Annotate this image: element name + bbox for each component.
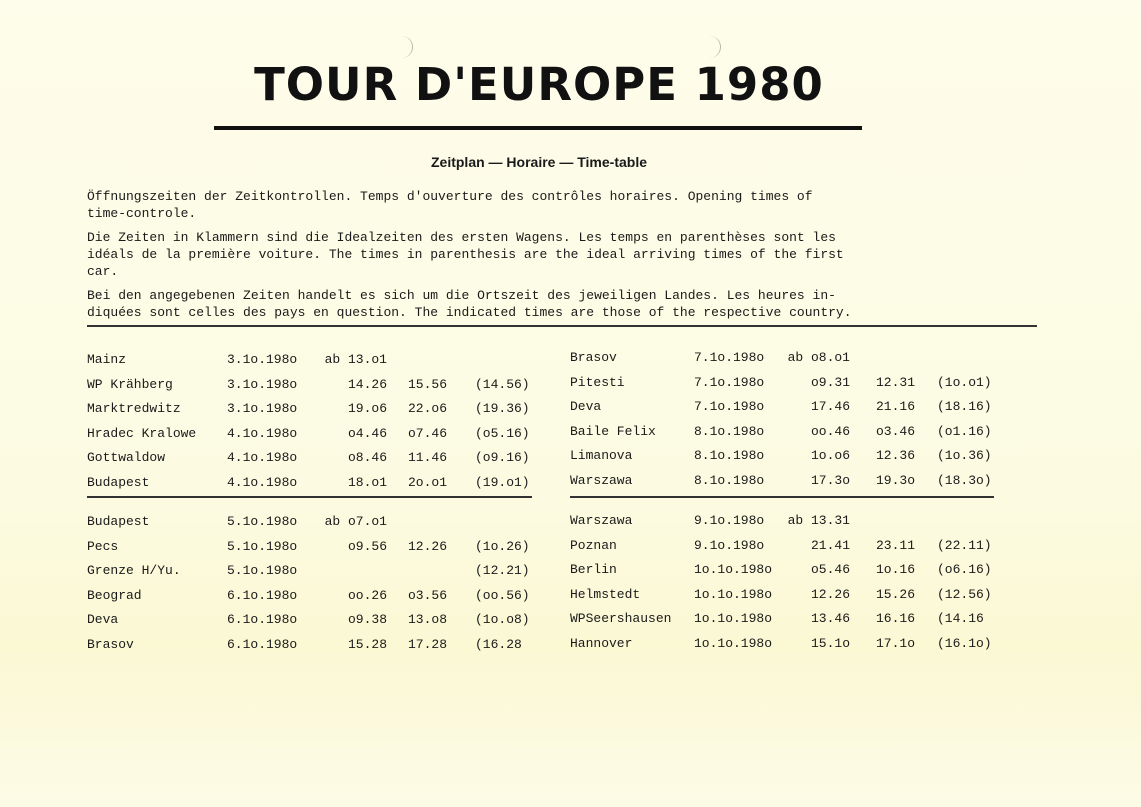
- cell-t1: 15.28: [347, 636, 387, 652]
- cell-date: 6.1o.198o: [227, 587, 298, 603]
- cell-t2: 17.1o: [876, 635, 916, 651]
- schedule-divider-right: [570, 496, 994, 498]
- intro-paragraph: Öffnungszeiten der Zeitkontrollen. Temps d'ouverture des contrôles horaires. Opening times of time-controle.: [87, 189, 813, 221]
- cell-date: 4.1o.198o: [227, 474, 298, 490]
- cell-date: 8.1o.198o: [694, 472, 765, 488]
- cell-place: Marktredwitz: [87, 401, 181, 416]
- cell-t1: 15.1o: [810, 635, 850, 651]
- cell-ideal: (18.3o): [937, 472, 992, 488]
- cell-date: 6.1o.198o: [227, 612, 298, 627]
- cell-ideal: (14.16: [937, 611, 984, 626]
- cell-t1: o4.46: [347, 425, 387, 441]
- cell-date: 4.1o.198o: [227, 425, 298, 441]
- cell-ideal: (18.16): [937, 399, 992, 414]
- cell-ideal: (12.21): [475, 563, 530, 578]
- cell-t2: 15.26: [876, 586, 916, 602]
- cell-t1: o9.31: [810, 374, 850, 390]
- cell-t2: 11.46: [408, 450, 448, 465]
- cell-t1: o8.46: [347, 450, 387, 465]
- cell-t1: 13.46: [810, 611, 850, 626]
- cell-place: Poznan: [570, 537, 617, 553]
- cell-date: 5.1o.198o: [227, 563, 298, 578]
- intro-paragraph: Die Zeiten in Klammern sind die Idealzeiten des ersten Wagens. Les temps en parenthèses sont les idéals de la première voiture. The times in parenthesis are the ideal arriving times of the first car.: [87, 230, 844, 279]
- cell-date: 8.1o.198o: [694, 448, 765, 463]
- cell-t1: o5.46: [810, 562, 850, 577]
- cell-date: 1o.1o.198o: [694, 635, 773, 651]
- cell-t1: 17.3o: [810, 472, 850, 488]
- document-title: TOUR D'EUROPE 1980: [254, 58, 824, 111]
- cell-date: 1o.1o.198o: [694, 611, 773, 626]
- cell-place: WPSeershausen: [570, 611, 672, 626]
- cell-ideal: (1o.o8): [475, 612, 530, 627]
- cell-date: 9.1o.198o: [694, 513, 765, 528]
- cell-t2: 1o.16: [876, 562, 916, 577]
- punch-hole-right: [704, 36, 721, 58]
- cell-date: 6.1o.198o: [227, 636, 298, 652]
- cell-place: Baile Felix: [570, 423, 656, 439]
- cell-ideal: (o6.16): [937, 562, 992, 577]
- cell-ideal: (1o.36): [937, 448, 992, 463]
- cell-t2: 12.26: [408, 538, 448, 554]
- cell-date: 1o.1o.198o: [694, 562, 773, 577]
- cell-place: Warszawa: [570, 472, 633, 488]
- subtitle: Zeitplan — Horaire — Time-table: [430, 154, 647, 170]
- cell-t1: 19.o6: [347, 401, 387, 416]
- cell-t1: 1o.o6: [810, 448, 850, 463]
- cell-date: 1o.1o.198o: [694, 586, 773, 602]
- cell-t2: 17.28: [408, 636, 448, 652]
- cell-place: Warszawa: [570, 513, 633, 528]
- cell-place: Gottwaldow: [87, 450, 166, 465]
- cell-t2: 2o.o1: [408, 474, 448, 490]
- cell-date: 3.1o.198o: [227, 352, 298, 367]
- cell-ideal: (o1.16): [937, 423, 992, 439]
- cell-place: Mainz: [87, 352, 127, 367]
- cell-place: Hradec Kralowe: [87, 425, 197, 441]
- cell-ideal: (19.o1): [475, 474, 530, 490]
- cell-place: Deva: [570, 399, 602, 414]
- cell-t1: ab o7.o1: [324, 514, 387, 529]
- cell-t2: 22.o6: [408, 401, 448, 416]
- cell-date: 5.1o.198o: [227, 538, 298, 554]
- cell-t2: 23.11: [876, 537, 916, 553]
- cell-place: Pecs: [87, 538, 119, 554]
- cell-date: 3.1o.198o: [227, 401, 298, 416]
- cell-date: 4.1o.198o: [227, 450, 298, 465]
- cell-t1: oo.26: [347, 587, 387, 603]
- cell-t1: ab o8.o1: [787, 350, 850, 365]
- cell-t2: 16.16: [876, 611, 916, 626]
- cell-t1: 17.46: [810, 399, 850, 414]
- cell-date: 9.1o.198o: [694, 537, 765, 553]
- cell-place: Helmstedt: [570, 586, 641, 602]
- cell-ideal: (o9.16): [475, 450, 530, 465]
- punch-hole-left: [396, 36, 413, 58]
- cell-place: Budapest: [87, 514, 150, 529]
- cell-place: Brasov: [570, 350, 617, 365]
- cell-place: Limanova: [570, 448, 633, 463]
- cell-ideal: (1o.26): [475, 538, 530, 554]
- cell-t1: o9.38: [347, 612, 387, 627]
- cell-place: WP Krähberg: [87, 376, 173, 392]
- cell-t1: 12.26: [810, 586, 850, 602]
- cell-ideal: (19.36): [475, 401, 530, 416]
- cell-t2: o7.46: [408, 425, 448, 441]
- cell-t1: 21.41: [810, 537, 850, 553]
- cell-t1: o9.56: [347, 538, 387, 554]
- cell-date: 3.1o.198o: [227, 376, 298, 392]
- cell-date: 7.1o.198o: [694, 399, 765, 414]
- cell-place: Brasov: [87, 636, 134, 652]
- cell-date: 5.1o.198o: [227, 514, 298, 529]
- cell-ideal: (22.11): [937, 537, 992, 553]
- cell-ideal: (o5.16): [475, 425, 530, 441]
- cell-ideal: (16.1o): [937, 635, 992, 651]
- cell-t1: oo.46: [810, 423, 850, 439]
- cell-t1: ab 13.o1: [324, 352, 387, 367]
- cell-date: 7.1o.198o: [694, 350, 765, 365]
- cell-t1: 18.o1: [347, 474, 387, 490]
- cell-t2: 12.31: [876, 374, 916, 390]
- cell-t2: 19.3o: [876, 472, 916, 488]
- cell-place: Pitesti: [570, 374, 625, 390]
- cell-ideal: (12.56): [937, 586, 992, 602]
- cell-place: Berlin: [570, 562, 617, 577]
- cell-t1: 14.26: [347, 376, 387, 392]
- title-underline: [214, 126, 862, 130]
- cell-t2: 12.36: [876, 448, 916, 463]
- cell-place: Deva: [87, 612, 119, 627]
- intro-paragraph: Bei den angegebenen Zeiten handelt es sich um die Ortszeit des jeweiligen Landes. Les heures in- diquées sont celles des pays en question. The indicated times are those of the respective country.: [87, 288, 852, 320]
- cell-place: Beograd: [87, 587, 142, 603]
- cell-t2: o3.56: [408, 587, 448, 603]
- intro-text: [87, 188, 1037, 328]
- cell-t2: 13.o8: [408, 612, 448, 627]
- cell-t2: 21.16: [876, 399, 916, 414]
- cell-ideal: (16.28: [475, 636, 522, 652]
- cell-ideal: (1o.o1): [937, 374, 992, 390]
- cell-t2: o3.46: [876, 423, 916, 439]
- cell-ideal: (14.56): [475, 376, 530, 392]
- cell-place: Hannover: [570, 635, 633, 651]
- cell-t2: 15.56: [408, 376, 448, 392]
- cell-t1: ab 13.31: [787, 513, 850, 528]
- cell-date: 7.1o.198o: [694, 374, 765, 390]
- schedule-divider-left: [87, 496, 532, 498]
- cell-ideal: (oo.56): [475, 587, 530, 603]
- section-divider: [87, 325, 1037, 327]
- cell-place: Budapest: [87, 474, 150, 490]
- cell-place: Grenze H/Yu.: [87, 563, 181, 578]
- cell-date: 8.1o.198o: [694, 423, 765, 439]
